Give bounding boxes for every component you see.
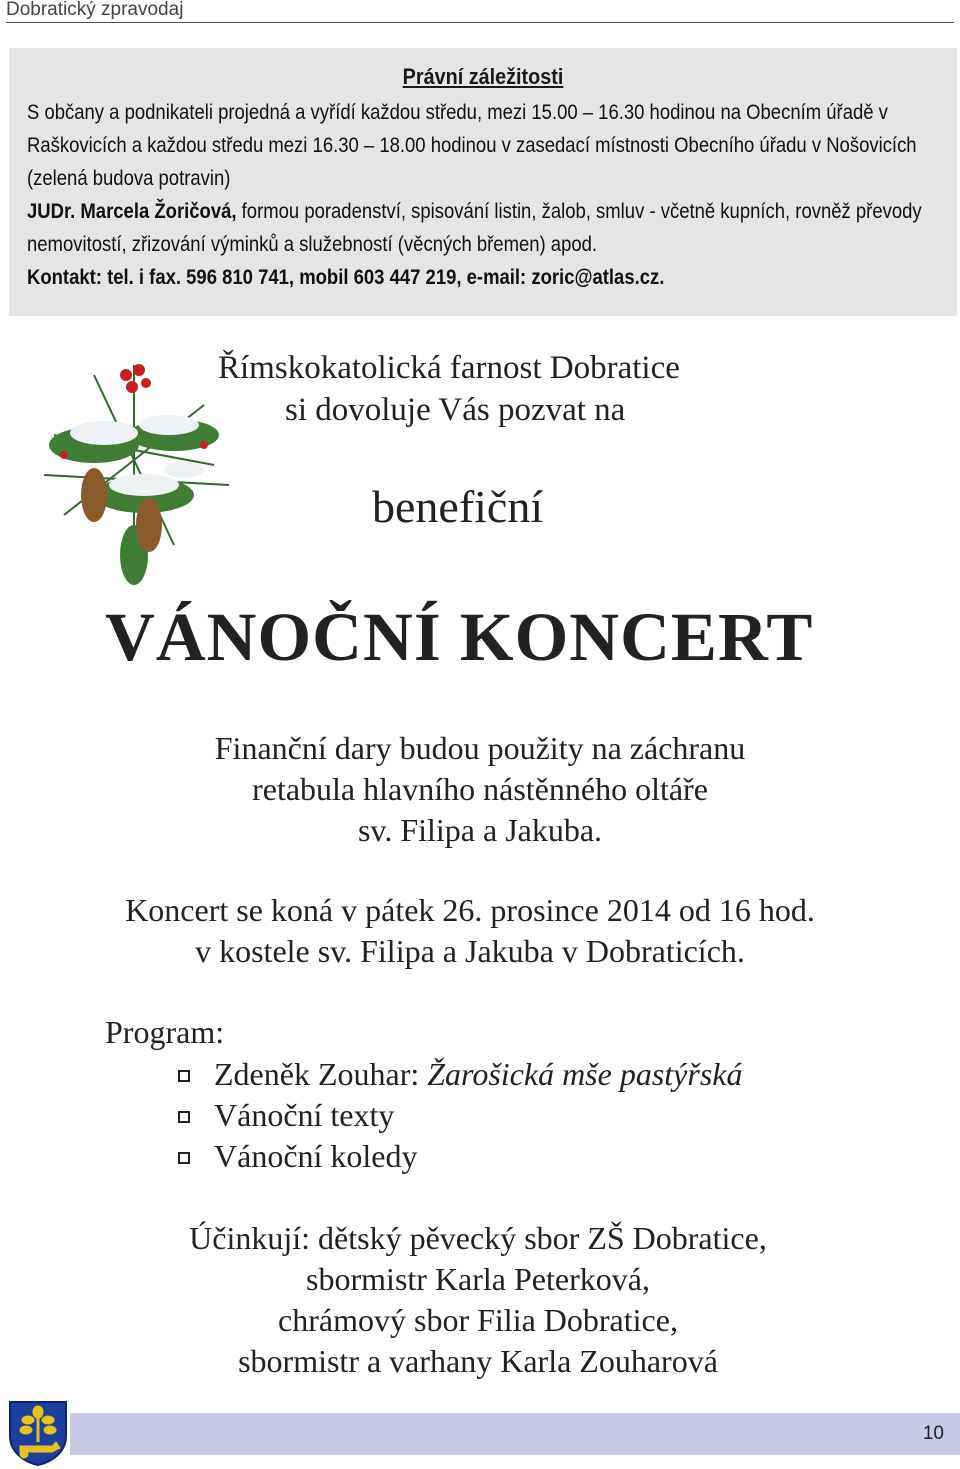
concert-invitation [0, 330, 960, 1400]
square-bullet-icon [178, 1111, 190, 1123]
newsletter-title: Dobratický zpravodaj [6, 0, 184, 20]
when-line-2: v kostele sv. Filipa a Jakuba v Dobraticích. [195, 933, 745, 969]
donation-line-1: Finanční dary budou použity na záchranu [214, 730, 746, 766]
program-list [178, 1054, 742, 1177]
program-item [178, 1054, 742, 1095]
legal-line-2: Raškovicích a každou středu mezi 16.30 – 18.00 hodinou v zasedací místnosti Obecního úřadu v Nošovicích [27, 134, 917, 157]
program-item [178, 1095, 742, 1136]
program-item-text: Vánoční texty [214, 1097, 395, 1133]
when-line-1: Koncert se koná v pátek 26. prosince 2014 od 16 hod. [125, 892, 815, 928]
performers-line-3: chrámový sbor Filia Dobratice, [278, 1302, 678, 1338]
benefit-word: benefiční [372, 481, 544, 532]
performers-line-2: sbormistr Karla Peterková, [306, 1261, 650, 1297]
legal-text [27, 96, 925, 294]
footer-bar [70, 1413, 960, 1455]
performers [0, 1218, 958, 1382]
concert-title: VÁNOČNÍ KONCERT [105, 599, 814, 675]
legal-contact [27, 261, 925, 294]
services-line-1: formou poradenství, spisování listin, žalob, smluv - včetně kupních, rovněž převody [236, 200, 922, 223]
concert-date-place [0, 890, 950, 972]
performers-line-4: sbormistr a varhany Karla Zouharová [238, 1343, 718, 1379]
program-item-text: Vánoční koledy [214, 1138, 418, 1174]
page-number: 10 [922, 1423, 944, 1444]
program-item [178, 1136, 742, 1177]
legal-line-1: S občany a podnikateli projedná a vyřídí každou středu, mezi 15.00 – 16.30 hodinou na Obecním úřadě v [27, 101, 888, 124]
village-crest-icon [8, 1400, 68, 1466]
donation-line-3: sv. Filipa a Jakuba. [357, 812, 603, 848]
contact-text: Kontakt: tel. i fax. 596 810 741, mobil 603 447 219, e-mail: zoric@atlas.cz. [27, 266, 665, 289]
services-line-2: nemovitostí, zřizování výminků a služebností (věcných břemen) apod. [27, 233, 598, 256]
page-header [6, 0, 954, 23]
donation-line-2: retabula hlavního nástěnného oltáře [252, 771, 708, 807]
invite-line-2: si dovoluje Vás pozvat na [285, 392, 626, 428]
donation-note [0, 728, 960, 851]
lawyer-name: JUDr. Marcela Žoričová, [27, 200, 237, 223]
legal-notice-box [9, 48, 957, 316]
legal-heading: Právní záležitosti [402, 64, 564, 89]
program-item-work: Žarošická mše pastýřská [427, 1056, 743, 1092]
legal-line-3: (zelená budova potravin) [27, 167, 231, 190]
legal-services [27, 195, 925, 228]
invite-line-1: Římskokatolická farnost Dobratice [218, 350, 680, 386]
square-bullet-icon [178, 1152, 190, 1164]
program-label: Program: [105, 1014, 225, 1050]
performers-line-1: Účinkují: dětský pěvecký sbor ZŠ Dobratice, [189, 1220, 767, 1256]
square-bullet-icon [178, 1070, 190, 1082]
program-item-author: Zdeněk Zouhar: [214, 1056, 428, 1092]
